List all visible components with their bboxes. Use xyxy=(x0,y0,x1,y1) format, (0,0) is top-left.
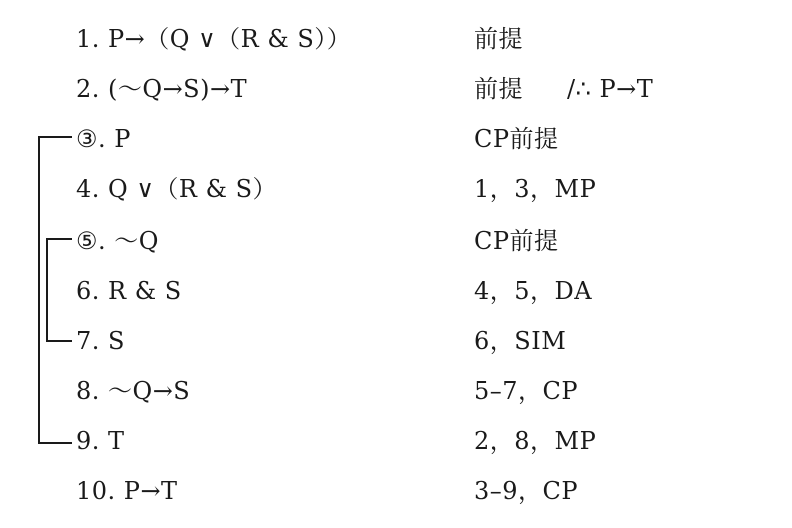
proof-line-9 xyxy=(0,416,792,466)
proof-line-formula: 6. R & S xyxy=(76,277,182,305)
proof-line-7 xyxy=(0,316,792,366)
proof-line-formula: 1. P→（Q ∨（R & S）） xyxy=(76,25,352,53)
proof-line-formula: 10. P→T xyxy=(76,477,178,505)
proof-line-formula: 7. S xyxy=(76,327,125,355)
proof-line-formula: 2. (～Q→S)→T xyxy=(76,75,248,103)
proof-line-justification xyxy=(474,216,559,266)
proof-line-justification xyxy=(474,416,596,466)
proof-line-justification xyxy=(474,466,578,516)
proof-line-justification xyxy=(474,64,653,114)
proof-line-4 xyxy=(0,164,792,214)
proof-line-justification xyxy=(474,266,592,316)
justification-text: 5–7，CP xyxy=(474,377,579,405)
proof-line-justification xyxy=(474,316,566,366)
proof-line-formula: ③. P xyxy=(76,125,131,153)
proof-line-formula: 9. T xyxy=(76,427,125,455)
proof-line-justification xyxy=(474,14,523,64)
proof-line-8 xyxy=(0,366,792,416)
proof-line-10 xyxy=(0,466,792,516)
proof-line-formula: ⑤. ～Q xyxy=(76,227,159,255)
proof-line-justification xyxy=(474,164,596,214)
proof-line-justification xyxy=(474,114,559,164)
proof-line-5 xyxy=(0,216,792,266)
justification-text: 6，SIM xyxy=(474,327,567,355)
justification-text: CP前提 xyxy=(474,227,559,255)
justification-text: 前提 xyxy=(474,75,523,103)
justification-text: 2，8，MP xyxy=(474,427,597,455)
proof-line-formula: 4. Q ∨（R & S） xyxy=(76,175,278,203)
proof-line-6 xyxy=(0,266,792,316)
proof-line-formula: 8. ～Q→S xyxy=(76,377,191,405)
proof-line-3 xyxy=(0,114,792,164)
proof-line-justification xyxy=(474,366,578,416)
proof-conclusion: /∴ P→T xyxy=(567,75,654,103)
justification-text: 1，3，MP xyxy=(474,175,597,203)
proof-line-2 xyxy=(0,64,792,114)
proof-line-1 xyxy=(0,14,792,64)
justification-text: 3–9，CP xyxy=(474,477,579,505)
justification-text: 4，5，DA xyxy=(474,277,593,305)
justification-text: CP前提 xyxy=(474,125,559,153)
justification-text: 前提 xyxy=(474,25,523,53)
